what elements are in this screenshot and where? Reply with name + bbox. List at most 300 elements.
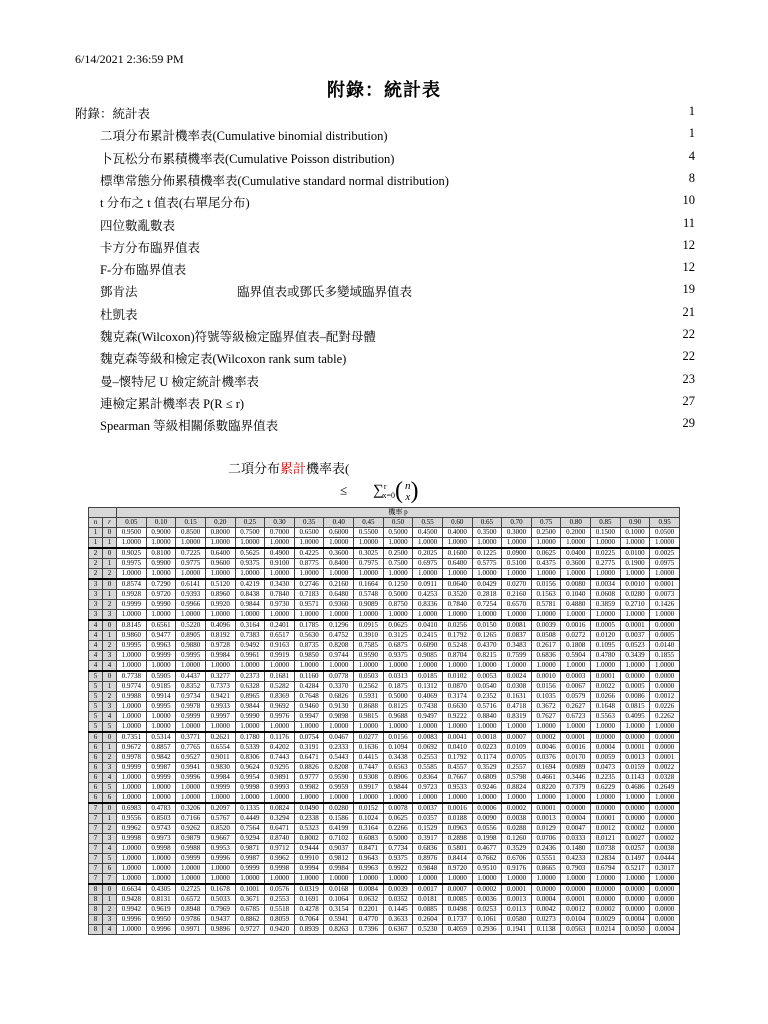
cell-probability: 1.0000 bbox=[591, 793, 621, 804]
cell-probability: 1.0000 bbox=[650, 874, 680, 885]
table-row bbox=[89, 661, 680, 672]
toc-entry-title: 魏克森等級和檢定表(Wilcoxon rank sum table) bbox=[100, 352, 347, 367]
cell-probability: 0.3294 bbox=[265, 814, 295, 824]
cell-probability: 1.0000 bbox=[413, 661, 443, 672]
cell-probability: 0.9185 bbox=[146, 682, 176, 692]
table-row bbox=[89, 651, 680, 661]
cell-probability: 0.4415 bbox=[354, 753, 384, 763]
cell-probability: 0.6826 bbox=[324, 692, 354, 702]
cell-probability: 1.0000 bbox=[383, 569, 413, 580]
cell-probability: 0.0010 bbox=[620, 579, 650, 590]
cell-probability: 1.0000 bbox=[472, 538, 502, 549]
cell-probability: 0.0272 bbox=[561, 631, 591, 641]
cell-probability: 0.0000 bbox=[650, 824, 680, 834]
cell-probability: 0.9914 bbox=[146, 692, 176, 702]
cell-probability: 0.6561 bbox=[146, 620, 176, 631]
toc-entry-page: 22 bbox=[682, 349, 695, 364]
table-row bbox=[89, 702, 680, 712]
cell-probability: 0.0000 bbox=[650, 803, 680, 814]
cell-probability: 1.0000 bbox=[265, 661, 295, 672]
cell-probability: 0.0328 bbox=[650, 773, 680, 783]
cell-probability: 0.9978 bbox=[117, 753, 147, 763]
cell-probability: 0.2373 bbox=[235, 671, 265, 682]
cell-probability: 0.3483 bbox=[502, 641, 532, 651]
cell-probability: 0.0001 bbox=[591, 814, 621, 824]
cell-probability: 0.9999 bbox=[146, 773, 176, 783]
table-row bbox=[89, 925, 680, 935]
table-row bbox=[89, 600, 680, 610]
cell-probability: 0.8665 bbox=[531, 864, 561, 874]
cell-probability: 0.1174 bbox=[472, 753, 502, 763]
cell-probability: 0.3125 bbox=[383, 631, 413, 641]
cell-r: 0 bbox=[103, 732, 117, 743]
cell-probability: 0.1040 bbox=[561, 590, 591, 600]
cell-probability: 0.0001 bbox=[561, 895, 591, 905]
cell-probability: 1.0000 bbox=[650, 538, 680, 549]
toc-entry[interactable] bbox=[75, 126, 695, 148]
table-row bbox=[89, 884, 680, 895]
cell-probability: 1.0000 bbox=[650, 793, 680, 804]
cell-probability: 0.5100 bbox=[502, 559, 532, 569]
cell-probability: 0.9978 bbox=[176, 702, 206, 712]
cell-probability: 0.5551 bbox=[531, 854, 561, 864]
table-row bbox=[89, 743, 680, 753]
cell-probability: 0.1664 bbox=[354, 579, 384, 590]
cell-r: 0 bbox=[103, 884, 117, 895]
cell-probability: 0.7765 bbox=[176, 743, 206, 753]
cell-probability: 0.9775 bbox=[176, 559, 206, 569]
toc-entry[interactable] bbox=[75, 282, 695, 304]
cell-probability: 0.0500 bbox=[650, 528, 680, 538]
column-header-p: 0.30 bbox=[265, 518, 295, 528]
cell-probability: 0.0778 bbox=[324, 671, 354, 682]
cell-probability: 0.0156 bbox=[531, 579, 561, 590]
cell-probability: 1.0000 bbox=[472, 569, 502, 580]
table-row bbox=[89, 854, 680, 864]
toc-entry[interactable] bbox=[75, 372, 695, 394]
cell-probability: 0.9996 bbox=[205, 854, 235, 864]
cell-probability: 0.0963 bbox=[442, 824, 472, 834]
cell-probability: 0.0004 bbox=[531, 895, 561, 905]
cell-probability: 0.3438 bbox=[383, 753, 413, 763]
cell-probability: 0.0000 bbox=[620, 905, 650, 915]
cell-probability: 0.2604 bbox=[413, 915, 443, 925]
toc-entry[interactable] bbox=[75, 327, 695, 349]
cell-probability: 1.0000 bbox=[146, 722, 176, 733]
cell-probability: 0.0002 bbox=[650, 834, 680, 844]
cell-r: 5 bbox=[103, 854, 117, 864]
cell-probability: 0.7396 bbox=[354, 925, 384, 935]
cell-probability: 0.3671 bbox=[235, 895, 265, 905]
cell-probability: 0.0625 bbox=[383, 814, 413, 824]
cell-probability: 1.0000 bbox=[176, 610, 206, 621]
cell-probability: 0.9786 bbox=[176, 915, 206, 925]
sum-sup: r bbox=[383, 482, 387, 492]
cell-probability: 1.0000 bbox=[531, 610, 561, 621]
cell-probability: 0.0004 bbox=[561, 814, 591, 824]
cell-r: 6 bbox=[103, 864, 117, 874]
cell-probability: 0.9393 bbox=[176, 590, 206, 600]
cell-probability: 0.9011 bbox=[205, 753, 235, 763]
toc-entry[interactable] bbox=[75, 260, 695, 282]
cell-probability: 0.9460 bbox=[294, 702, 324, 712]
cell-probability: 1.0000 bbox=[354, 793, 384, 804]
cell-probability: 0.0824 bbox=[265, 803, 295, 814]
cell-probability: 0.2710 bbox=[620, 600, 650, 610]
cell-probability: 0.9987 bbox=[235, 854, 265, 864]
cell-probability: 0.9720 bbox=[146, 590, 176, 600]
cell-probability: 0.4370 bbox=[472, 641, 502, 651]
cell-n: 3 bbox=[89, 610, 103, 621]
cell-probability: 0.0000 bbox=[650, 895, 680, 905]
cell-probability: 0.8520 bbox=[205, 824, 235, 834]
cell-n: 5 bbox=[89, 702, 103, 712]
cell-probability: 0.5314 bbox=[146, 732, 176, 743]
cell-probability: 0.2562 bbox=[354, 682, 384, 692]
cell-probability: 0.4305 bbox=[146, 884, 176, 895]
cell-probability: 0.7183 bbox=[294, 590, 324, 600]
cell-probability: 1.0000 bbox=[117, 569, 147, 580]
cell-probability: 0.5931 bbox=[354, 692, 384, 702]
cell-probability: 1.0000 bbox=[502, 569, 532, 580]
cell-probability: 0.2557 bbox=[502, 763, 532, 773]
cell-probability: 0.0280 bbox=[620, 590, 650, 600]
cell-n: 4 bbox=[89, 631, 103, 641]
cell-probability: 0.2338 bbox=[294, 814, 324, 824]
cell-probability: 1.0000 bbox=[591, 569, 621, 580]
cell-probability: 0.7903 bbox=[561, 864, 591, 874]
cell-probability: 0.9375 bbox=[235, 559, 265, 569]
cell-probability: 0.0000 bbox=[620, 671, 650, 682]
cell-probability: 1.0000 bbox=[146, 783, 176, 793]
cell-probability: 0.0256 bbox=[442, 620, 472, 631]
cell-probability: 0.1694 bbox=[531, 763, 561, 773]
cell-probability: 0.9492 bbox=[235, 641, 265, 651]
cell-probability: 0.9428 bbox=[117, 895, 147, 905]
cell-probability: 0.0523 bbox=[620, 641, 650, 651]
cell-probability: 0.5767 bbox=[205, 814, 235, 824]
cell-probability: 0.8002 bbox=[294, 834, 324, 844]
cell-probability: 0.7379 bbox=[561, 783, 591, 793]
cell-r: 2 bbox=[103, 641, 117, 651]
table-row bbox=[89, 631, 680, 641]
cell-probability: 0.0016 bbox=[561, 620, 591, 631]
table-row bbox=[89, 671, 680, 682]
cell-probability: 0.0288 bbox=[502, 824, 532, 834]
cell-probability: 1.0000 bbox=[442, 569, 472, 580]
cell-probability: 0.0277 bbox=[354, 732, 384, 743]
cell-probability: 0.0129 bbox=[531, 824, 561, 834]
table-row bbox=[89, 905, 680, 915]
cell-probability: 0.8740 bbox=[265, 834, 295, 844]
cell-probability: 0.2266 bbox=[383, 824, 413, 834]
cell-probability: 0.9692 bbox=[265, 702, 295, 712]
cell-probability: 0.8145 bbox=[117, 620, 147, 631]
cell-probability: 0.9571 bbox=[294, 600, 324, 610]
cell-probability: 0.0002 bbox=[620, 824, 650, 834]
cell-probability: 0.0102 bbox=[442, 671, 472, 682]
cell-probability: 1.0000 bbox=[117, 773, 147, 783]
cell-probability: 0.0006 bbox=[472, 803, 502, 814]
cell-probability: 0.8948 bbox=[176, 905, 206, 915]
cell-probability: 0.9988 bbox=[117, 692, 147, 702]
subtitle-post: 機率表( bbox=[306, 461, 350, 476]
cell-probability: 0.4059 bbox=[442, 925, 472, 935]
table-row bbox=[89, 864, 680, 874]
cell-probability: 0.5625 bbox=[235, 548, 265, 559]
table-row bbox=[89, 803, 680, 814]
cell-probability: 0.9999 bbox=[235, 864, 265, 874]
cell-probability: 0.0000 bbox=[650, 743, 680, 753]
column-header-p: 0.50 bbox=[383, 518, 413, 528]
cell-probability: 0.0280 bbox=[324, 803, 354, 814]
cell-probability: 0.9919 bbox=[265, 651, 295, 661]
cell-probability: 0.6090 bbox=[413, 641, 443, 651]
cell-probability: 0.9995 bbox=[117, 641, 147, 651]
cell-probability: 0.0090 bbox=[472, 814, 502, 824]
toc-entry[interactable] bbox=[75, 171, 695, 193]
cell-probability: 1.0000 bbox=[620, 793, 650, 804]
cell-probability: 0.0870 bbox=[442, 682, 472, 692]
table-row bbox=[89, 641, 680, 651]
cell-probability: 0.3633 bbox=[383, 915, 413, 925]
cell-n: 5 bbox=[89, 722, 103, 733]
cell-probability: 1.0000 bbox=[176, 722, 206, 733]
toc-entry-title: F-分布臨界值表 bbox=[100, 263, 187, 278]
cell-probability: 1.0000 bbox=[117, 661, 147, 672]
cell-probability: 1.0000 bbox=[561, 538, 591, 549]
cell-probability: 0.3771 bbox=[176, 732, 206, 743]
cell-probability: 0.9898 bbox=[324, 712, 354, 722]
cell-probability: 1.0000 bbox=[235, 793, 265, 804]
cell-n: 2 bbox=[89, 548, 103, 559]
cell-r: 2 bbox=[103, 692, 117, 702]
toc-entry[interactable] bbox=[75, 305, 695, 327]
cell-probability: 0.9176 bbox=[502, 864, 532, 874]
cell-probability: 0.7585 bbox=[354, 641, 384, 651]
cell-probability: 0.9900 bbox=[146, 559, 176, 569]
cell-probability: 0.5033 bbox=[205, 895, 235, 905]
cell-probability: 0.8215 bbox=[472, 651, 502, 661]
cell-probability: 0.9982 bbox=[294, 783, 324, 793]
toc-entry-page: 23 bbox=[682, 371, 695, 386]
cell-probability: 1.0000 bbox=[354, 722, 384, 733]
cell-probability: 0.2621 bbox=[205, 732, 235, 743]
cell-probability: 0.1808 bbox=[561, 641, 591, 651]
cell-probability: 0.0067 bbox=[561, 682, 591, 692]
cell-probability: 0.0467 bbox=[324, 732, 354, 743]
cell-probability: 0.9994 bbox=[294, 864, 324, 874]
cell-probability: 0.0000 bbox=[561, 803, 591, 814]
table-row bbox=[89, 579, 680, 590]
cell-probability: 1.0000 bbox=[354, 661, 384, 672]
cell-probability: 0.0078 bbox=[383, 803, 413, 814]
cell-probability: 0.1941 bbox=[502, 925, 532, 935]
toc-entry-page: 12 bbox=[682, 260, 695, 275]
cell-probability: 0.0911 bbox=[413, 579, 443, 590]
toc-entry-title: 連檢定累計機率表 P(R ≤ r) bbox=[100, 396, 245, 411]
cell-probability: 0.4686 bbox=[620, 783, 650, 793]
cell-probability: 0.2553 bbox=[265, 895, 295, 905]
cell-probability: 0.8263 bbox=[324, 925, 354, 935]
cell-probability: 0.6570 bbox=[502, 600, 532, 610]
cell-probability: 0.9999 bbox=[146, 651, 176, 661]
cell-probability: 0.8414 bbox=[442, 854, 472, 864]
cell-probability: 0.3529 bbox=[502, 844, 532, 854]
cell-probability: 0.4375 bbox=[531, 559, 561, 569]
cell-probability: 0.1678 bbox=[205, 884, 235, 895]
toc-entry[interactable] bbox=[75, 394, 695, 416]
cell-probability: 1.0000 bbox=[117, 783, 147, 793]
cell-probability: 0.0005 bbox=[620, 682, 650, 692]
cell-probability: 0.6400 bbox=[205, 548, 235, 559]
cell-probability: 0.0508 bbox=[531, 631, 561, 641]
table-row bbox=[89, 834, 680, 844]
toc-entry-page: 22 bbox=[682, 327, 695, 341]
cell-probability: 0.2097 bbox=[205, 803, 235, 814]
cell-probability: 1.0000 bbox=[324, 610, 354, 621]
toc-entry[interactable] bbox=[75, 193, 695, 215]
cell-probability: 0.0025 bbox=[650, 548, 680, 559]
toc-entry[interactable] bbox=[75, 149, 695, 171]
cell-probability: 0.0000 bbox=[591, 732, 621, 743]
table-row bbox=[89, 590, 680, 600]
cell-probability: 0.4500 bbox=[413, 528, 443, 538]
toc-entry[interactable] bbox=[75, 349, 695, 371]
cell-probability: 0.3017 bbox=[650, 864, 680, 874]
cell-probability: 0.7738 bbox=[117, 671, 147, 682]
cell-probability: 0.0001 bbox=[502, 884, 532, 895]
cell-probability: 0.9947 bbox=[294, 712, 324, 722]
cell-probability: 1.0000 bbox=[205, 538, 235, 549]
toc-entry[interactable] bbox=[75, 216, 695, 238]
cell-probability: 0.0038 bbox=[650, 844, 680, 854]
cell-r: 0 bbox=[103, 620, 117, 631]
cell-probability: 0.7438 bbox=[413, 702, 443, 712]
cell-probability: 1.0000 bbox=[531, 661, 561, 672]
cell-probability: 1.0000 bbox=[294, 538, 324, 549]
cell-probability: 0.1648 bbox=[591, 702, 621, 712]
cell-probability: 0.9922 bbox=[383, 864, 413, 874]
toc-entry[interactable] bbox=[75, 416, 695, 438]
cell-probability: 0.5000 bbox=[383, 590, 413, 600]
cell-r: 3 bbox=[103, 702, 117, 712]
cell-probability: 0.3277 bbox=[205, 671, 235, 682]
cell-probability: 0.4900 bbox=[265, 548, 295, 559]
cell-probability: 1.0000 bbox=[294, 722, 324, 733]
cell-probability: 0.0000 bbox=[650, 915, 680, 925]
cell-probability: 0.8857 bbox=[146, 743, 176, 753]
cell-probability: 0.0738 bbox=[591, 844, 621, 854]
cell-probability: 0.0012 bbox=[561, 905, 591, 915]
cell-probability: 0.7969 bbox=[205, 905, 235, 915]
cell-probability: 0.4783 bbox=[146, 803, 176, 814]
cell-probability: 0.9860 bbox=[117, 631, 147, 641]
cell-probability: 0.6723 bbox=[561, 712, 591, 722]
cell-r: 1 bbox=[103, 590, 117, 600]
cell-r: 1 bbox=[103, 559, 117, 569]
cell-probability: 0.0000 bbox=[620, 803, 650, 814]
toc-entry[interactable] bbox=[75, 238, 695, 260]
cell-probability: 0.8965 bbox=[235, 692, 265, 702]
cell-probability: 1.0000 bbox=[117, 874, 147, 885]
cell-probability: 0.9025 bbox=[117, 548, 147, 559]
cell-probability: 1.0000 bbox=[117, 712, 147, 722]
cell-probability: 0.9743 bbox=[146, 824, 176, 834]
cell-probability: 0.8906 bbox=[383, 773, 413, 783]
cell-probability: 0.9993 bbox=[265, 783, 295, 793]
cell-r: 1 bbox=[103, 743, 117, 753]
cell-probability: 0.6471 bbox=[294, 753, 324, 763]
cell-n: 7 bbox=[89, 814, 103, 824]
cell-probability: 0.9728 bbox=[205, 641, 235, 651]
cell-r: 3 bbox=[103, 834, 117, 844]
toc-entry[interactable] bbox=[75, 104, 695, 126]
cell-probability: 0.8000 bbox=[205, 528, 235, 538]
cell-probability: 0.1260 bbox=[502, 834, 532, 844]
cell-probability: 0.0109 bbox=[502, 743, 532, 753]
cell-probability: 0.0000 bbox=[650, 884, 680, 895]
cell-probability: 0.9999 bbox=[117, 763, 147, 773]
cell-probability: 0.0010 bbox=[531, 671, 561, 682]
cell-probability: 0.0159 bbox=[620, 763, 650, 773]
cell-probability: 0.0214 bbox=[591, 925, 621, 935]
cell-probability: 1.0000 bbox=[205, 610, 235, 621]
cell-probability: 0.9880 bbox=[176, 641, 206, 651]
cell-probability: 0.2649 bbox=[650, 783, 680, 793]
cell-probability: 0.5000 bbox=[383, 528, 413, 538]
cell-probability: 0.6975 bbox=[413, 559, 443, 569]
cell-probability: 0.1143 bbox=[620, 773, 650, 783]
cell-probability: 0.0100 bbox=[620, 548, 650, 559]
cell-probability: 1.0000 bbox=[502, 793, 532, 804]
cell-probability: 1.0000 bbox=[650, 722, 680, 733]
cell-r: 1 bbox=[103, 895, 117, 905]
cell-probability: 0.0004 bbox=[591, 743, 621, 753]
cell-probability: 0.0034 bbox=[591, 579, 621, 590]
cell-probability: 1.0000 bbox=[354, 874, 384, 885]
cell-probability: 0.9672 bbox=[117, 743, 147, 753]
cell-probability: 0.9896 bbox=[205, 925, 235, 935]
cell-probability: 0.7599 bbox=[502, 651, 532, 661]
cell-probability: 0.9163 bbox=[265, 641, 295, 651]
table-row bbox=[89, 610, 680, 621]
cell-probability: 0.4199 bbox=[324, 824, 354, 834]
cell-probability: 0.0000 bbox=[620, 732, 650, 743]
cell-probability: 0.2235 bbox=[591, 773, 621, 783]
column-header-p: 0.25 bbox=[235, 518, 265, 528]
cell-probability: 0.0022 bbox=[650, 763, 680, 773]
cell-probability: 0.9850 bbox=[294, 651, 324, 661]
column-header-p: 0.60 bbox=[442, 518, 472, 528]
cell-probability: 0.5443 bbox=[324, 753, 354, 763]
cell-probability: 0.9246 bbox=[472, 783, 502, 793]
cell-probability: 0.6785 bbox=[235, 905, 265, 915]
cell-probability: 0.0120 bbox=[591, 631, 621, 641]
toc-entry-extra: 臨界值表或鄧氏多變域臨界值表 bbox=[237, 285, 413, 300]
cell-probability: 1.0000 bbox=[176, 783, 206, 793]
cell-n: 5 bbox=[89, 692, 103, 702]
cell-probability: 0.2818 bbox=[472, 590, 502, 600]
cell-n: 6 bbox=[89, 732, 103, 743]
cell-probability: 0.7383 bbox=[235, 631, 265, 641]
cell-probability: 1.0000 bbox=[324, 793, 354, 804]
cell-probability: 0.5500 bbox=[354, 528, 384, 538]
cell-n: 6 bbox=[89, 783, 103, 793]
cell-probability: 0.9998 bbox=[146, 844, 176, 854]
cell-probability: 0.2201 bbox=[354, 905, 384, 915]
cell-probability: 0.0046 bbox=[531, 743, 561, 753]
